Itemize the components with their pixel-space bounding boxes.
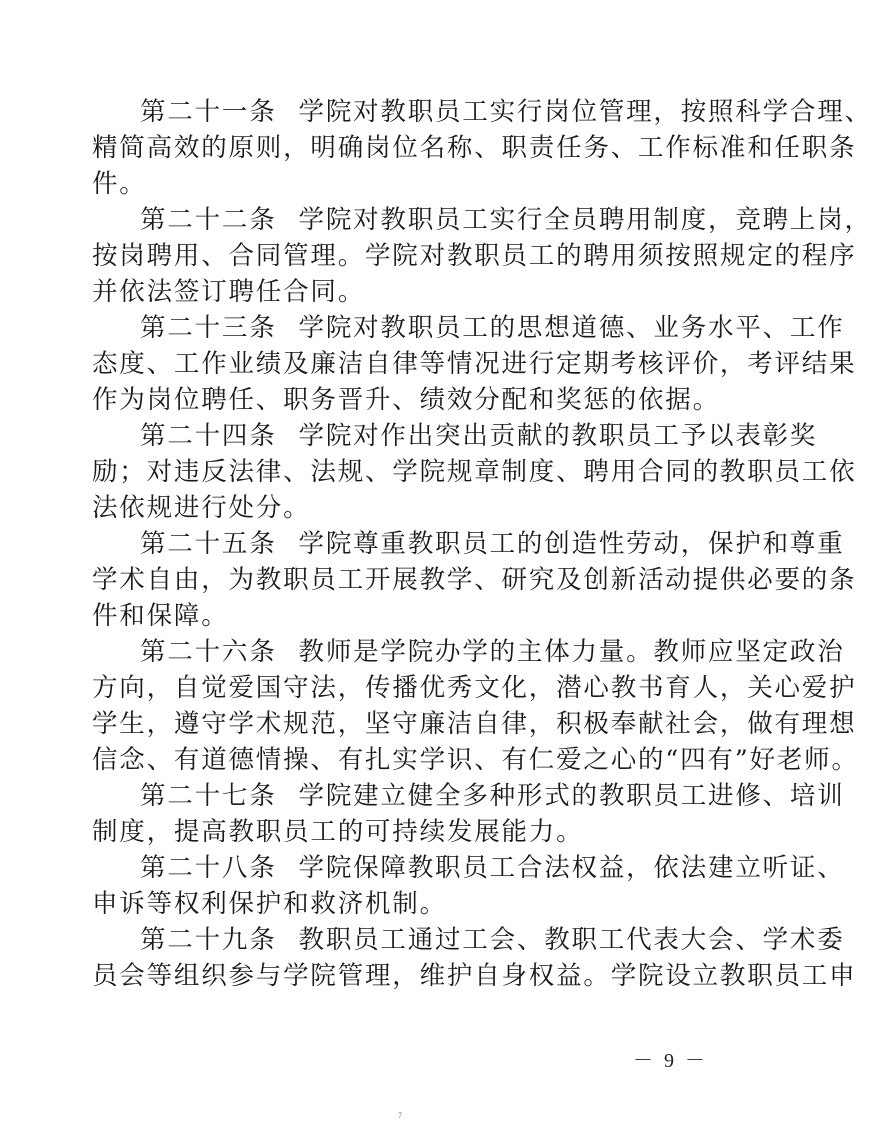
article-number: 第二十六条	[140, 637, 277, 667]
line-text: 学院对教职员工实行岗位管理，按照科学合理、	[298, 97, 872, 127]
article-paragraph	[92, 634, 859, 778]
line-text: 励；对违反法律、法规、学院规章制度、聘用合同的教职员工依	[92, 457, 857, 487]
footer-mark: 7	[398, 1111, 402, 1120]
text-line	[92, 238, 857, 274]
line-text: 学院建立健全多种形式的教职员工进修、培训	[298, 781, 845, 811]
text-line	[92, 886, 732, 922]
line-text: 制度，提高教职员工的可持续发展能力。	[92, 817, 584, 847]
text-line	[92, 778, 845, 814]
article-paragraph	[92, 310, 857, 418]
text-line	[92, 202, 872, 238]
line-text: 学院对作出突出贡献的教职员工予以表彰奖	[298, 421, 818, 451]
article-number: 第二十一条	[140, 97, 277, 127]
text-line	[92, 850, 845, 886]
text-line	[92, 274, 732, 310]
line-text: 申诉等权利保护和救济机制。	[92, 889, 447, 919]
line-text: 方向，自觉爱国守法，传播优秀文化，潜心教书育人，关心爱护	[92, 673, 857, 703]
line-text: 学生，遵守学术规范，坚守廉洁自律，积极奉献社会，做有理想	[92, 709, 857, 739]
text-line	[92, 454, 857, 490]
text-line	[92, 418, 818, 454]
line-text: 作为岗位聘任、职务晋升、绩效分配和奖惩的依据。	[92, 385, 720, 415]
line-text: 并依法签订聘任合同。	[92, 277, 366, 307]
text-line	[92, 382, 732, 418]
text-line	[92, 814, 732, 850]
line-text: 精简高效的原则，明确岗位名称、职责任务、工作标准和任职条	[92, 133, 857, 163]
article-paragraph	[92, 850, 845, 922]
line-text: 学院保障教职员工合法权益，依法建立听证、	[298, 853, 845, 883]
text-line	[92, 670, 857, 706]
text-line	[92, 490, 732, 526]
line-text: 教职员工通过工会、教职工代表大会、学术委	[298, 925, 845, 955]
line-text: 按岗聘用、合同管理。学院对教职员工的聘用须按照规定的程序	[92, 241, 857, 271]
article-paragraph	[92, 202, 872, 310]
article-number: 第二十五条	[140, 529, 277, 559]
text-line	[92, 958, 857, 994]
article-number: 第二十四条	[140, 421, 277, 451]
text-line	[92, 922, 845, 958]
text-line	[92, 94, 872, 130]
line-text: 学院尊重教职员工的创造性劳动，保护和尊重	[298, 529, 845, 559]
article-paragraph	[92, 922, 857, 994]
line-text: 学术自由，为教职员工开展教学、研究及创新活动提供必要的条	[92, 565, 857, 595]
article-number: 第二十三条	[140, 313, 277, 343]
article-number: 第二十二条	[140, 205, 277, 235]
article-number: 第二十九条	[140, 925, 277, 955]
line-text: 学院对教职员工的思想道德、业务水平、工作	[298, 313, 845, 343]
line-text: 员会等组织参与学院管理，维护自身权益。学院设立教职员工申	[92, 961, 857, 991]
line-text: 教师是学院办学的主体力量。教师应坚定政治	[298, 637, 845, 667]
text-line	[92, 346, 857, 382]
line-text: 件。	[92, 169, 147, 199]
text-line	[92, 634, 845, 670]
line-text: 信念、有道德情操、有扎实学识、有仁爱之心的“四有”好老师。	[92, 745, 859, 775]
line-text: 件和保障。	[92, 601, 229, 631]
article-paragraph	[92, 418, 857, 526]
document-body	[92, 94, 872, 994]
line-text: 态度、工作业绩及廉洁自律等情况进行定期考核评价，考评结果	[92, 349, 857, 379]
text-line	[92, 166, 732, 202]
text-line	[92, 742, 859, 778]
line-text: 法依规进行处分。	[92, 493, 311, 523]
text-line	[92, 562, 857, 598]
article-number: 第二十七条	[140, 781, 277, 811]
text-line	[92, 706, 857, 742]
text-line	[92, 598, 732, 634]
text-line	[92, 310, 845, 346]
article-paragraph	[92, 778, 845, 850]
article-paragraph	[92, 94, 872, 202]
line-text: 学院对教职员工实行全员聘用制度，竞聘上岗，	[298, 205, 872, 235]
page-number: － 9 －	[633, 1050, 708, 1072]
article-paragraph	[92, 526, 857, 634]
article-number: 第二十八条	[140, 853, 277, 883]
text-line	[92, 130, 857, 166]
text-line	[92, 526, 845, 562]
